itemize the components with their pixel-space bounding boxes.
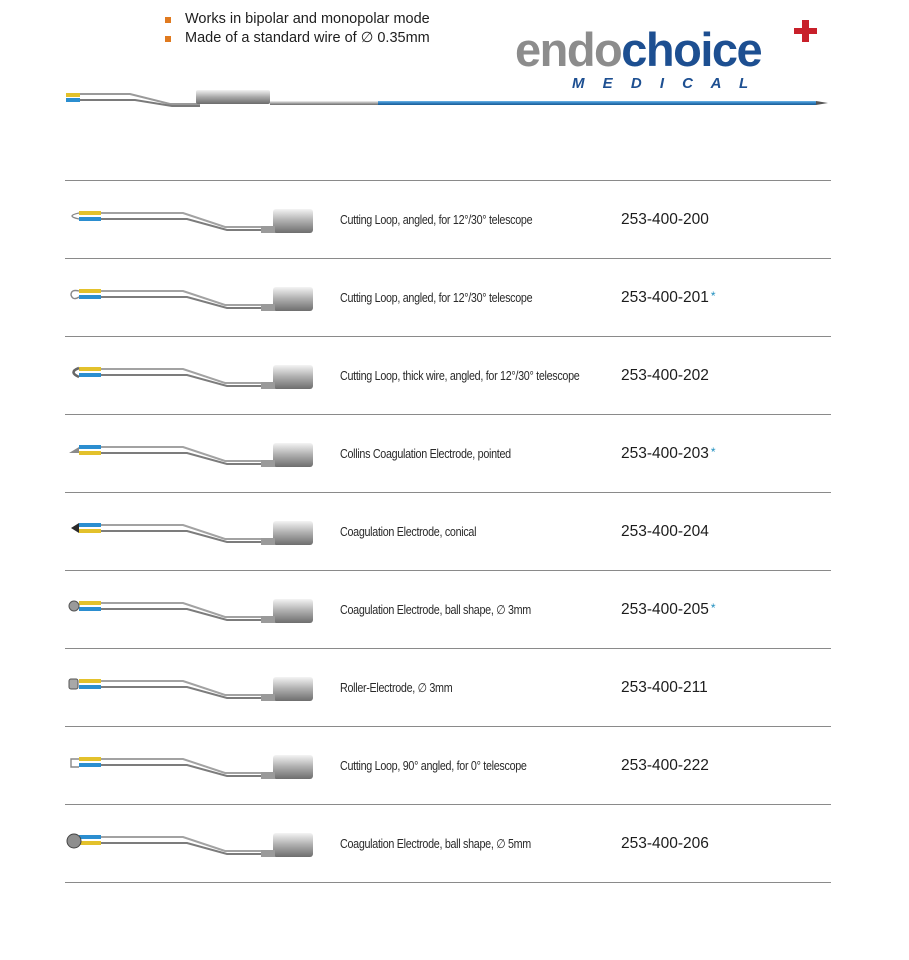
product-code xyxy=(621,805,711,882)
logo-word-endo: endo xyxy=(515,23,622,76)
product-code-text: 253-400-222 xyxy=(621,756,709,774)
feature-text: Works in bipolar and monopolar mode xyxy=(185,11,430,27)
product-description: Collins Coagulation Electrode, pointed xyxy=(340,446,511,461)
product-description: Cutting Loop, angled, for 12°/30° telescope xyxy=(340,290,533,305)
electrode-image xyxy=(65,511,315,553)
product-description: Cutting Loop, angled, for 12°/30° telescope xyxy=(340,212,533,227)
product-description: Coagulation Electrode, ball shape, ∅ 3mm xyxy=(340,603,531,617)
logo-wordmark xyxy=(515,23,762,76)
electrode-image xyxy=(65,355,315,397)
product-row xyxy=(65,492,831,570)
product-row xyxy=(65,570,831,648)
product-description: Coagulation Electrode, conical xyxy=(340,524,477,539)
electrode-image xyxy=(65,199,315,241)
feature-item xyxy=(165,10,430,29)
product-row xyxy=(65,648,831,726)
product-code-text: 253-400-206 xyxy=(621,834,709,852)
product-row xyxy=(65,336,831,414)
product-description: Cutting Loop, thick wire, angled, for 12°/30° telescope xyxy=(340,368,580,383)
product-row xyxy=(65,804,831,883)
product-code xyxy=(621,259,716,336)
asterisk-icon: * xyxy=(710,288,716,303)
product-code-text: 253-400-201 xyxy=(621,288,709,306)
feature-text: Made of a standard wire of ∅ 0.35mm xyxy=(185,30,430,46)
electrode-image xyxy=(65,433,315,475)
product-row xyxy=(65,258,831,336)
product-code xyxy=(621,649,710,726)
product-code-text: 253-400-202 xyxy=(621,366,709,384)
feature-list xyxy=(165,10,430,48)
product-code xyxy=(621,493,711,570)
electrode-image xyxy=(65,745,315,787)
electrode-image xyxy=(65,277,315,319)
product-code xyxy=(621,181,711,258)
electrode-hero-image xyxy=(60,82,840,116)
logo-subtitle: M E D I C A L xyxy=(572,75,756,92)
orange-bullet-icon xyxy=(165,36,171,42)
product-description: Cutting Loop, 90° angled, for 0° telescope xyxy=(340,758,527,773)
product-code-text: 253-400-203 xyxy=(621,444,709,462)
product-table xyxy=(65,180,831,883)
orange-bullet-icon xyxy=(165,17,171,23)
product-code xyxy=(621,337,711,414)
asterisk-icon: * xyxy=(710,444,716,459)
product-row xyxy=(65,726,831,804)
logo-word-choice: choice xyxy=(621,23,762,76)
electrode-image xyxy=(65,589,315,631)
product-row xyxy=(65,180,831,258)
electrode-image xyxy=(65,823,315,865)
product-row xyxy=(65,414,831,492)
product-code xyxy=(621,571,716,648)
product-code-text: 253-400-205 xyxy=(621,600,709,618)
plus-icon xyxy=(794,20,817,42)
product-description: Coagulation Electrode, ball shape, ∅ 5mm xyxy=(340,837,531,851)
asterisk-icon: * xyxy=(710,600,716,615)
product-description: Roller-Electrode, ∅ 3mm xyxy=(340,681,453,695)
product-code-text: 253-400-200 xyxy=(621,210,709,228)
product-code-text: 253-400-204 xyxy=(621,522,709,540)
electrode-image xyxy=(65,667,315,709)
product-code xyxy=(621,415,716,492)
feature-item xyxy=(165,29,430,48)
product-code-text: 253-400-211 xyxy=(621,678,708,696)
product-code xyxy=(621,727,711,804)
